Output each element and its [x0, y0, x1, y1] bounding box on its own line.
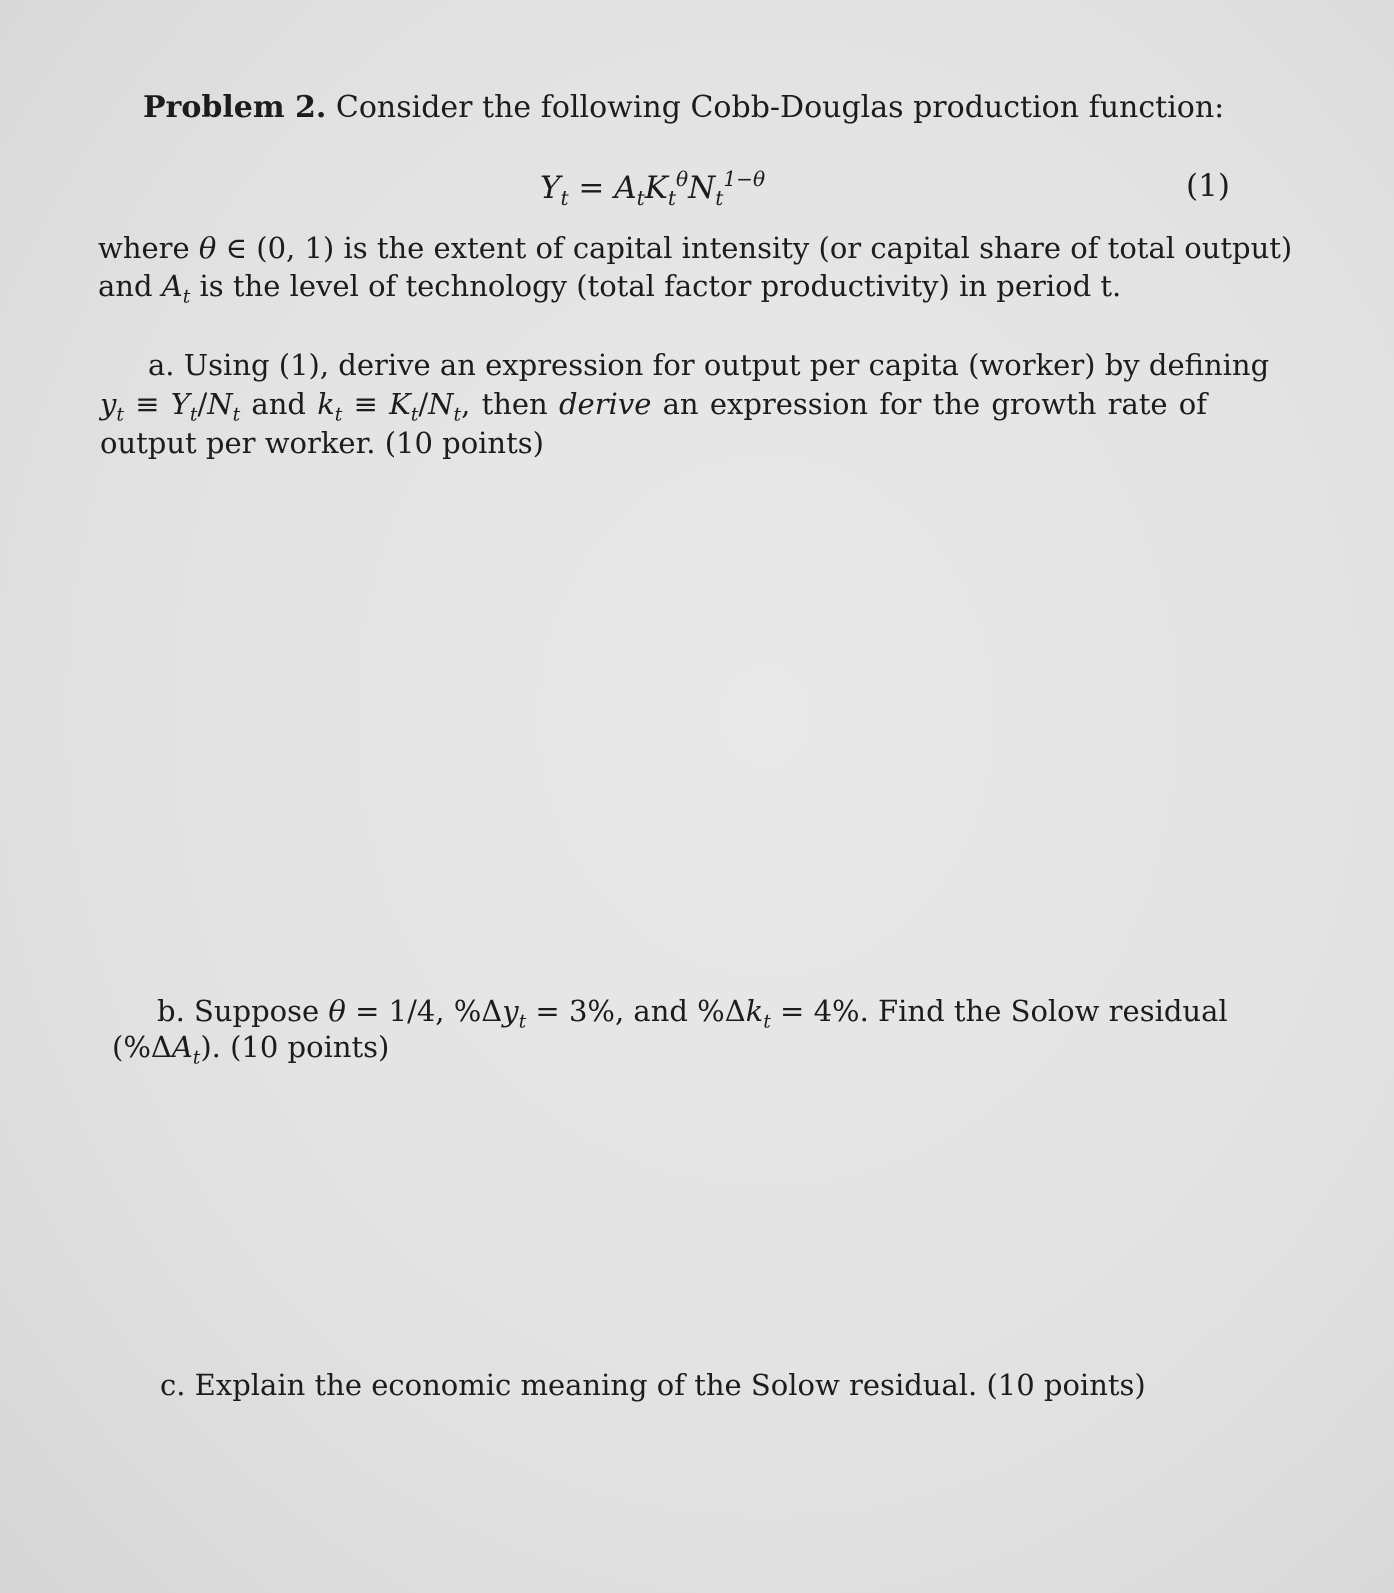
- where-line-1-text: is the extent of capital intensity (or capital share of total output): [343, 231, 1293, 265]
- part-b-prefix: b. Suppose: [157, 994, 320, 1028]
- problem-heading: [143, 88, 1224, 128]
- part-a-line-2-end: an expression for the growth rate of: [662, 387, 1208, 421]
- part-b-dy-value: 3%,: [568, 994, 625, 1028]
- part-a-derive: derive: [558, 387, 652, 421]
- part-b-tail: Find the Solow residual: [878, 994, 1228, 1028]
- part-a-line-1: a. Using (1), derive an expression for output per capita (worker) by defining: [148, 348, 1270, 382]
- part-b-line-1: b. Suppose θ = 1/4, $\%\Delta y_t = 3\%$, and $\%\Delta k_t = 4\%$. Find the Solow residual: [157, 994, 1228, 1033]
- part-b-line-2: $(\%\Delta A_t)$. (10 points): [112, 1030, 390, 1069]
- part-b-theta-value: 1/4,: [388, 994, 445, 1028]
- where-line-2: and $A_t$ is the level of technology (total factor productivity) in period t.: [98, 269, 1122, 308]
- equation-number: (1): [1186, 168, 1230, 204]
- part-a-line-2: $y_t \equiv Y_t/N_t$ and $k_t \equiv K_t/N_t$, then derive an expression for the growth rate of: [100, 387, 1208, 426]
- part-b-points: (10 points): [230, 1030, 390, 1064]
- part-c: c. Explain the economic meaning of the Solow residual. (10 points): [160, 1368, 1146, 1402]
- part-b-dk-value: 4%.: [813, 994, 869, 1028]
- where-line-1: where θ ∈ (0, 1) is the extent of capital intensity (or capital share of total output): [98, 231, 1293, 265]
- equation: $Y_t = A_tK_t^\theta N_t^{1-\theta}$: [540, 166, 766, 211]
- where-line-2-text: is the level of technology (total factor productivity) in period t.: [199, 269, 1122, 303]
- part-a-then: then: [481, 387, 548, 421]
- problem-label: Problem 2.: [143, 90, 327, 125]
- part-a-line-3: output per worker. (10 points): [100, 426, 544, 460]
- problem-intro: Consider the following Cobb-Douglas production function:: [335, 90, 1225, 125]
